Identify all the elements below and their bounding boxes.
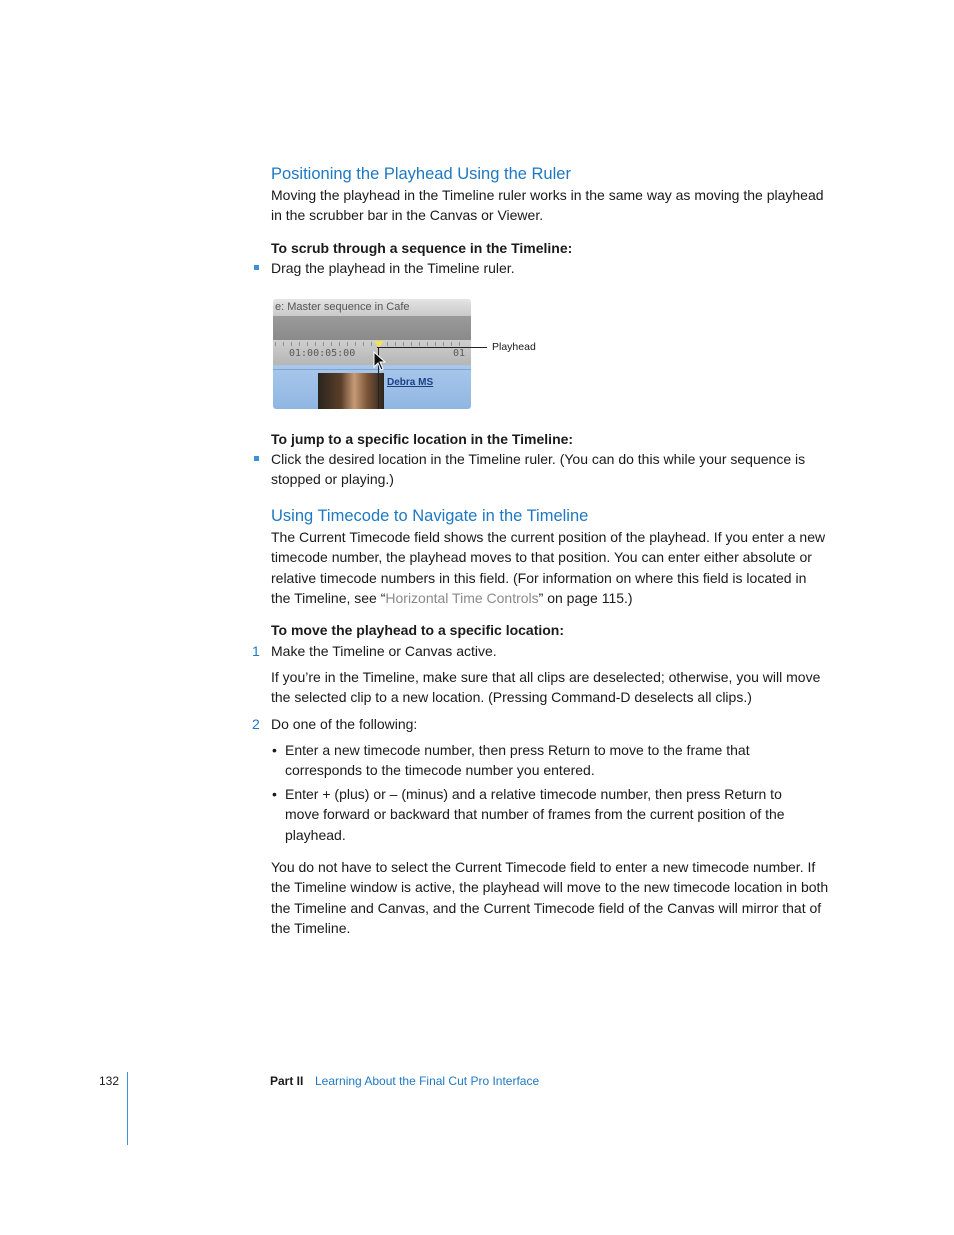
figure-video-track [273,365,471,409]
step-1-note: If you’re in the Timeline, make sure that all clips are deselected; otherwise, you will move the selected clip to a new location. (Pressing Command-D deselects all clips.) [271,669,821,706]
footer-part-title: Learning About the Final Cut Pro Interface [315,1074,540,1088]
task-bullet-jump: Click the desired location in the Timeline ruler. (You can do this while your sequence is stopped or playing.) [271,451,806,488]
footer-rule [127,1072,128,1145]
clip-label: Debra MS [387,377,434,388]
task-bullet-scrub: Drag the playhead in the Timeline ruler. [271,260,515,276]
step-number-2: 2 [252,716,260,732]
task-title-scrub: To scrub through a sequence in the Timeline: [271,240,573,256]
timecode-intro-paragraph [271,527,827,609]
task-title-jump: To jump to a specific location in the Timeline: [271,431,574,447]
page-number: 132 [99,1074,120,1088]
section-heading-ruler: Positioning the Playhead Using the Ruler [271,165,571,183]
bullet-dot: • [272,742,277,758]
footer-part: Part II [270,1074,304,1088]
timeline-ruler-figure [273,299,471,409]
ruler-timecode-right: 01 [453,348,466,359]
ruler-ticks [275,342,465,346]
square-bullet-icon [254,456,259,461]
callout-leader-line [377,347,487,348]
closing-paragraph: You do not have to select the Current Timecode field to enter a new timecode number. If the Timeline window is active, the playhead will move to the new timecode location in both the Timeline and Canvas, and the Current Timecode field of the Canvas will mirror that of the Timeline. [271,859,829,937]
square-bullet-icon [254,265,259,270]
clip-thumbnail [318,373,384,409]
figure-timeline-ruler [273,340,471,365]
ruler-timecode-left: 01:00:05:00 [289,348,356,359]
link-horizontal-time-controls[interactable]: Horizontal Time Controls [385,590,539,607]
track-divider [273,369,471,370]
step-2-bullet-1: Enter a new timecode number, then press Return to move to the frame that corresponds to the timecode number you entered. [285,742,750,779]
step-1-text: Make the Timeline or Canvas active. [271,643,497,659]
figure-window-title: e: Master sequence in Cafe [273,299,471,316]
step-2-text: Do one of the following: [271,716,418,732]
bullet-dot: • [272,786,277,802]
intro-text: The Current Timecode field shows the current position of the playhead. If you enter a new timecode number, the playhead moves to that position. You can enter either absolute or relative timecode numbers in this field. (For information on where this field is located in the Timeline, see “ [271,529,826,607]
step-number-1: 1 [252,643,260,659]
intro-text-end: ” on page 115.) [538,590,633,607]
task-title-move: To move the playhead to a specific location: [271,622,565,638]
section-heading-timecode: Using Timecode to Navigate in the Timeline [271,507,589,525]
ruler-intro-paragraph: Moving the playhead in the Timeline ruler works in the same way as moving the playhead in the scrubber bar in the Canvas or Viewer. [271,187,824,224]
callout-label-playhead: Playhead [492,341,536,353]
figure-title-band [273,316,471,340]
step-2-bullet-2: Enter + (plus) or – (minus) and a relative timecode number, then press Return to move forward or backward that number of frames from the current position of the playhead. [285,786,785,843]
mouse-pointer-icon [373,351,387,371]
